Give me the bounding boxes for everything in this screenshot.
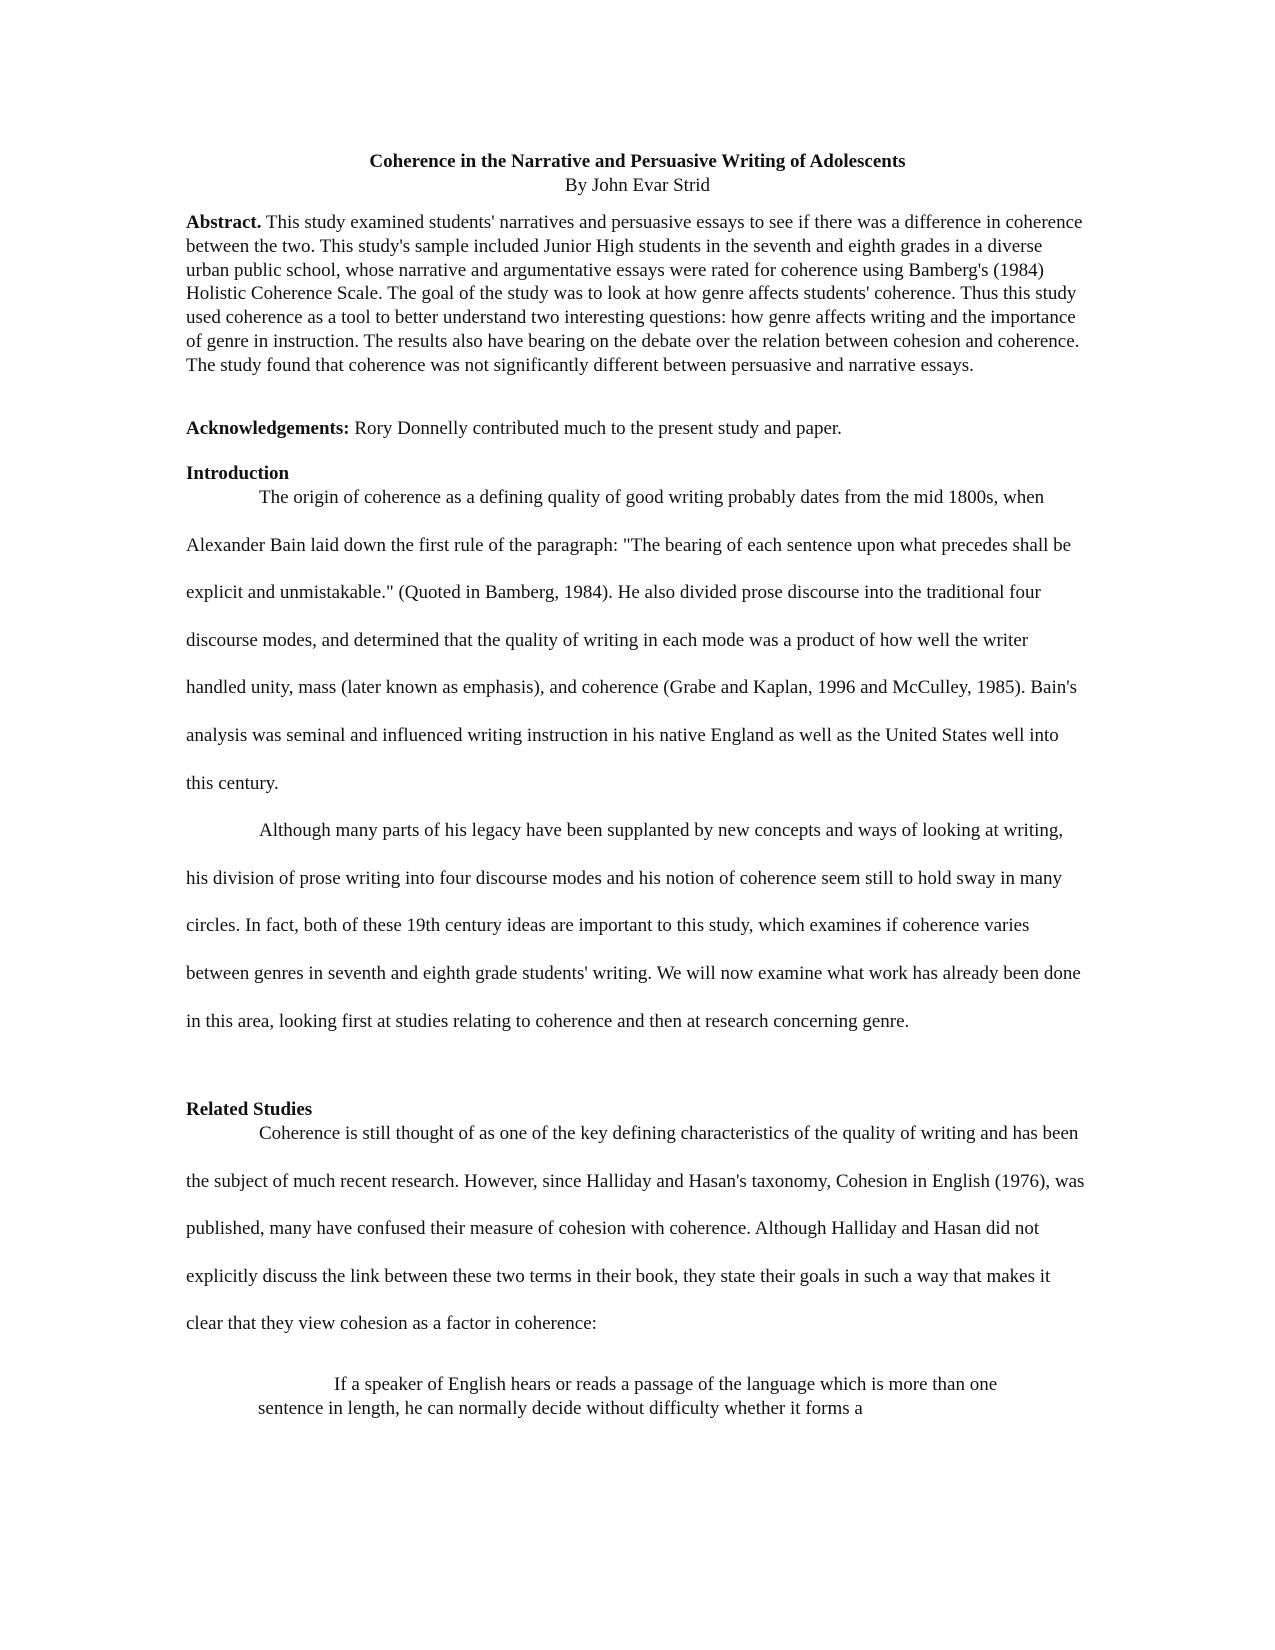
- related-studies-section: [186, 1098, 1090, 1348]
- introduction-paragraph-1: The origin of coherence as a defining quality of good writing probably dates from the mid 1800s, when Alexander Bain laid down the first rule of the paragraph: "The bearing of each sentence upon what precedes shall be explicit and unmistakable." (Quoted in Bamberg, 1984). He also divided prose discourse into the traditional four discourse modes, and determined that the quality of writing in each mode was a product of how well the writer handled unity, mass (later known as emphasis), and coherence (Grabe and Kaplan, 1996 and McCulley, 1985). Bain's analysis was seminal and influenced writing instruction in his native England as well as the United States well into this century.: [186, 487, 1078, 794]
- abstract-section: [186, 211, 1090, 378]
- related-studies-paragraph-1: Coherence is still thought of as one of the key defining characteristics of the quality of writing and has been the subject of much recent research. However, since Halliday and Hasan's taxonomy, Cohesion in English (1976), was published, many have confused their measure of cohesion with coherence. Although Halliday and Hasan did not explicitly discuss the link between these two terms in their book, they state their goals in such a way that makes it clear that they view cohesion as a factor in coherence:: [186, 1123, 1085, 1335]
- introduction-heading: Introduction: [186, 463, 290, 484]
- acknowledgements-section: [186, 417, 1090, 441]
- paper-title: Coherence in the Narrative and Persuasive Writing of Adolescents: [369, 151, 906, 172]
- block-quote: If a speaker of English hears or reads a passage of the language which is more than one sentence in length, he can normally decide without difficulty whether it forms a: [258, 1374, 998, 1419]
- related-studies-heading: Related Studies: [186, 1099, 313, 1120]
- title-block: [0, 150, 1275, 198]
- acknowledgements-paragraph: [186, 417, 1090, 441]
- abstract-paragraph: [186, 211, 1090, 378]
- paper-author: By John Evar Strid: [564, 175, 711, 196]
- introduction-section: [186, 462, 1090, 1045]
- introduction-paragraph-2: Although many parts of his legacy have been supplanted by new concepts and ways of looking at writing, his division of prose writing into four discourse modes and his notion of coherence seem still to hold sway in many circles. In fact, both of these 19th century ideas are important to this study, which examines if coherence varies between genres in seventh and eighth grade students' writing. We will now examine what work has already been done in this area, looking first at studies relating to coherence and then at research concerning genre.: [186, 820, 1081, 1032]
- acknowledgements-label: Acknowledgements:: [186, 418, 350, 439]
- acknowledgements-text: Rory Donnelly contributed much to the present study and paper.: [349, 418, 842, 439]
- abstract-text: This study examined students' narratives and persuasive essays to see if there was a difference in coherence between the two. This study's sample included Junior High students in the seventh and eighth grades in a diverse urban public school, whose narrative and argumentative essays were rated for coherence using Bamberg's (1984) Holistic Coherence Scale. The goal of the study was to look at how genre affects students' coherence. Thus this study used coherence as a tool to better understand two interesting questions: how genre affects writing and the importance of genre in instruction. The results also have bearing on the debate over the relation between cohesion and coherence. The study found that coherence was not significantly different between persuasive and narrative essays.: [186, 212, 1083, 376]
- abstract-label: Abstract.: [186, 212, 262, 233]
